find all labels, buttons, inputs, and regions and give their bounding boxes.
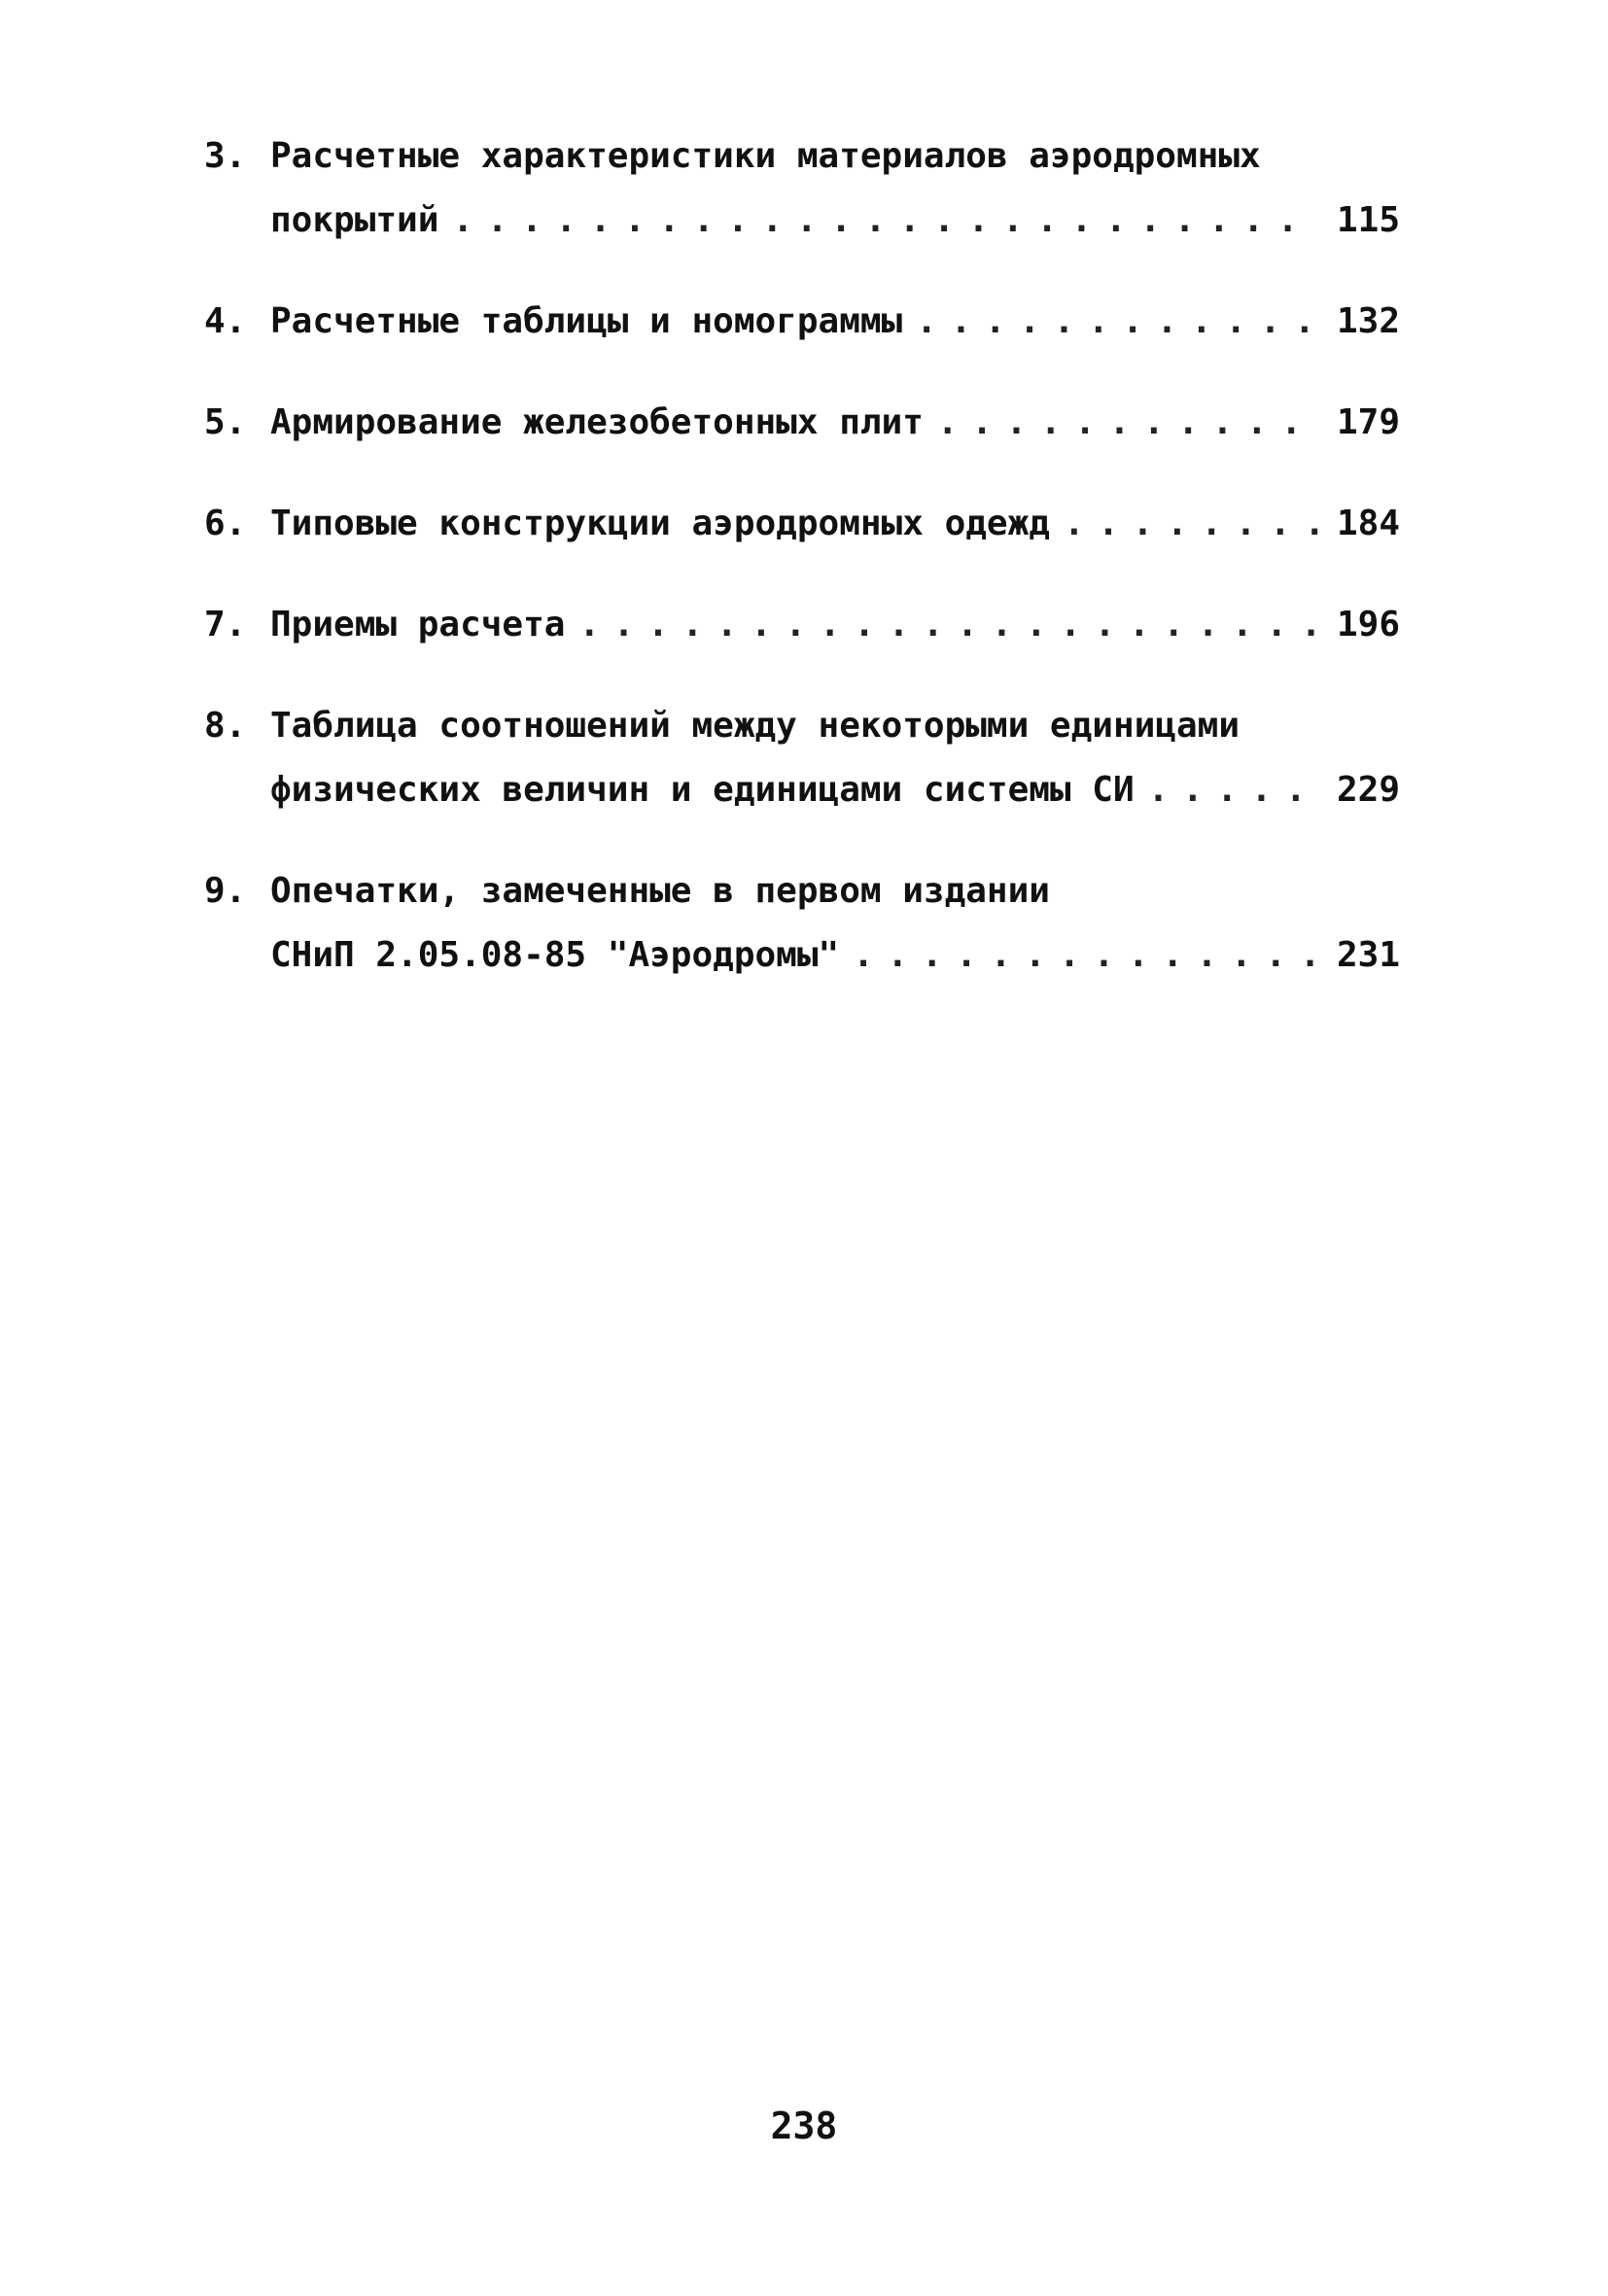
page-number: 238 xyxy=(770,2105,838,2147)
toc-entry-title: Расчетные таблицы и номограммы xyxy=(270,301,903,341)
dot-leader xyxy=(916,301,1318,341)
toc-entry-page: 132 xyxy=(1336,301,1400,341)
toc-entry-title-continued: физических величин и единицами системы СИ xyxy=(270,770,1135,810)
toc-entry-line xyxy=(204,871,1400,935)
toc-entry-page: 184 xyxy=(1336,504,1400,543)
toc-entry-line xyxy=(204,200,1400,264)
toc-entry-title: Расчетные характеристики материалов аэродромных xyxy=(270,136,1261,176)
toc-entry-line xyxy=(204,402,1400,467)
toc-entry-page: 115 xyxy=(1336,200,1400,240)
toc-entry-title-continued: покрытий xyxy=(270,200,439,240)
toc-entry-title: Опечатки, замеченные в первом издании xyxy=(270,871,1050,911)
toc-entry-line xyxy=(204,605,1400,669)
toc-entry-7[interactable] xyxy=(204,605,1400,669)
toc-entry-8[interactable] xyxy=(204,706,1400,834)
toc-entry-6[interactable] xyxy=(204,504,1400,568)
toc-entry-number: 5. xyxy=(204,402,247,442)
toc-entry-page: 179 xyxy=(1336,402,1400,442)
toc-entry-title: Приемы расчета xyxy=(270,605,566,644)
toc-entry-page: 196 xyxy=(1336,605,1400,644)
toc-entry-number: 8. xyxy=(204,706,247,746)
dot-leader xyxy=(452,200,1318,240)
toc-entry-number: 9. xyxy=(204,871,247,911)
toc-entry-page: 229 xyxy=(1336,770,1400,810)
toc-entry-line xyxy=(204,935,1400,999)
toc-entry-9[interactable] xyxy=(204,871,1400,999)
toc-entry-title-continued: СНиП 2.05.08-85 "Аэродромы" xyxy=(270,935,840,975)
toc-entry-4[interactable] xyxy=(204,301,1400,365)
toc-entry-number: 6. xyxy=(204,504,247,543)
dot-leader xyxy=(578,605,1318,644)
dot-leader xyxy=(1148,770,1318,810)
toc-entry-title: Таблица соотношений между некоторыми единицами xyxy=(270,706,1240,746)
toc-entry-3[interactable] xyxy=(204,136,1400,264)
dot-leader xyxy=(1064,504,1318,543)
table-of-contents xyxy=(204,136,1400,1036)
toc-entry-number: 3. xyxy=(204,136,247,176)
toc-entry-line xyxy=(204,301,1400,365)
dot-leader xyxy=(853,935,1318,975)
toc-entry-line xyxy=(204,136,1400,200)
dot-leader xyxy=(937,402,1318,442)
toc-entry-line xyxy=(204,770,1400,834)
toc-entry-line xyxy=(204,504,1400,568)
toc-entry-line xyxy=(204,706,1400,770)
toc-entry-page: 231 xyxy=(1336,935,1400,975)
toc-entry-number: 7. xyxy=(204,605,247,644)
toc-entry-5[interactable] xyxy=(204,402,1400,467)
toc-entry-title: Армирование железобетонных плит xyxy=(270,402,924,442)
toc-entry-title: Типовые конструкции аэродромных одежд xyxy=(270,504,1050,543)
toc-entry-number: 4. xyxy=(204,301,247,341)
